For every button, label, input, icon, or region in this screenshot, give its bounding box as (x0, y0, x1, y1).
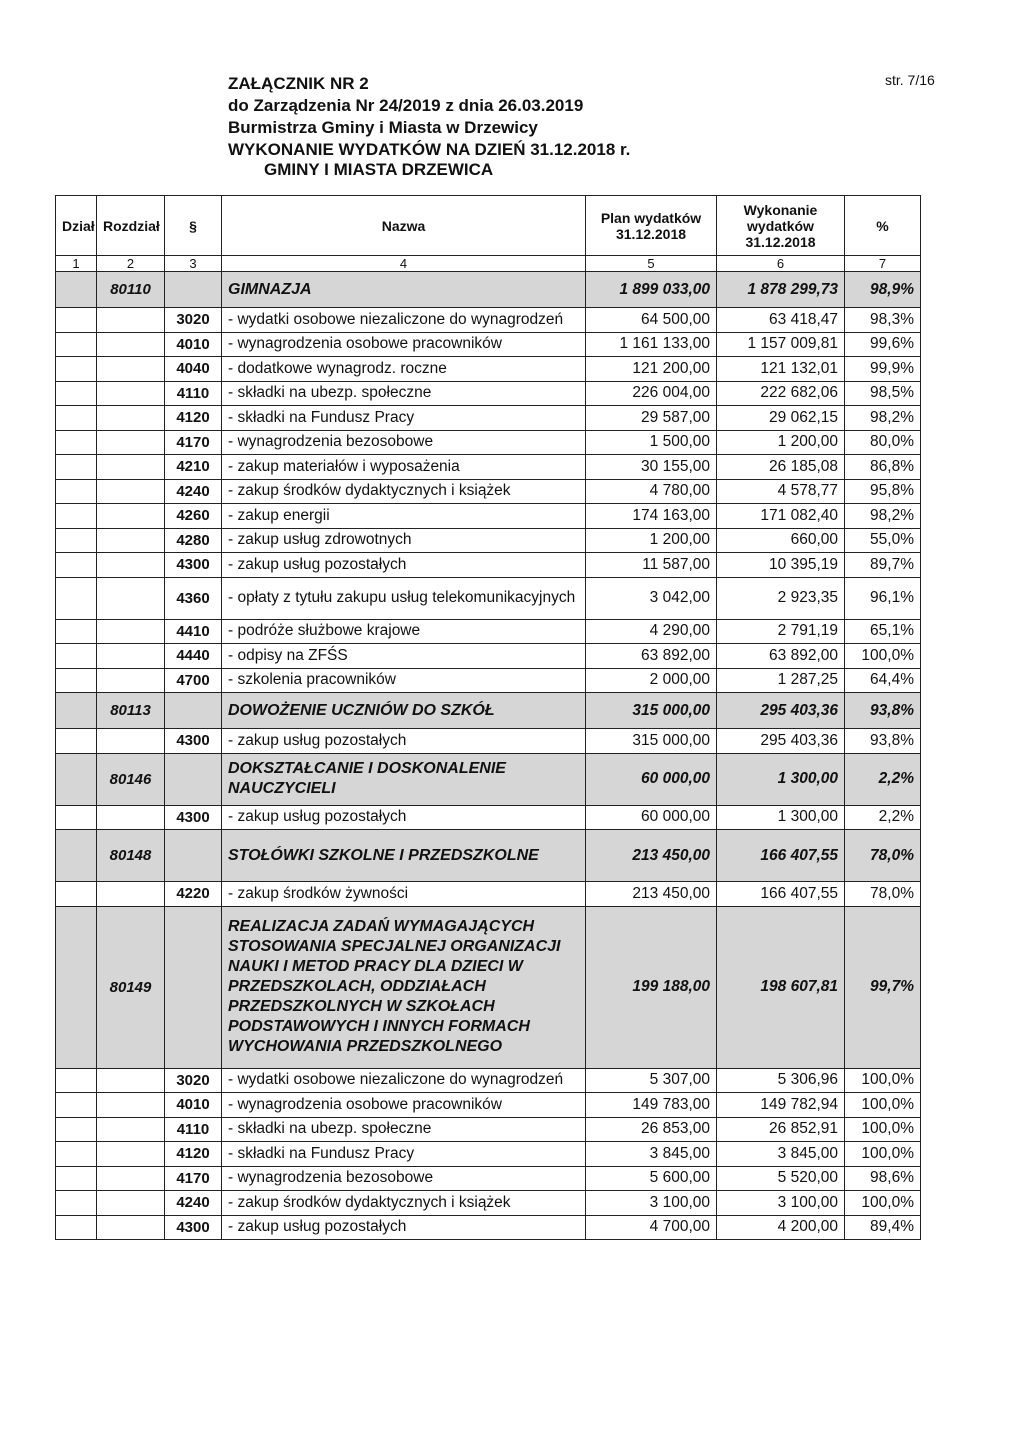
paragraph-code: 3020 (165, 308, 222, 333)
row-percent: 89,4% (845, 1215, 921, 1240)
row-name: - zakup usług pozostałych (222, 1215, 586, 1240)
rozdzial-cell (97, 504, 165, 529)
rozdzial-cell (97, 1215, 165, 1240)
table-row (56, 455, 921, 480)
paragraph-code: 4010 (165, 1093, 222, 1118)
dzial-cell (56, 830, 97, 882)
row-execution: 26 185,08 (717, 455, 845, 480)
section-paragraph-cell (165, 272, 222, 308)
rozdzial-cell (97, 479, 165, 504)
table-row (56, 668, 921, 693)
table-row (56, 1068, 921, 1093)
row-percent: 99,6% (845, 332, 921, 357)
row-plan: 3 042,00 (586, 577, 717, 619)
row-name: - opłaty z tytułu zakupu usług telekomunikacyjnych (222, 577, 586, 619)
row-plan: 121 200,00 (586, 357, 717, 382)
table-row (56, 729, 921, 754)
col-header-percent: % (845, 196, 921, 256)
row-percent: 98,2% (845, 406, 921, 431)
page-number: str. 7/16 (885, 72, 935, 88)
row-plan: 1 200,00 (586, 528, 717, 553)
row-name: - składki na Fundusz Pracy (222, 1142, 586, 1167)
row-plan: 11 587,00 (586, 553, 717, 578)
table-row (56, 504, 921, 529)
table-header-row (56, 196, 921, 256)
col-number: 6 (717, 256, 845, 272)
municipality-name: GMINY I MIASTA DRZEWICA (264, 160, 494, 179)
row-percent: 100,0% (845, 1191, 921, 1216)
row-name: - zakup usług pozostałych (222, 553, 586, 578)
paragraph-code: 4120 (165, 1142, 222, 1167)
rozdzial-cell (97, 644, 165, 669)
dzial-cell (56, 1117, 97, 1142)
table-row (56, 430, 921, 455)
col-header-plan: Plan wydatków 31.12.2018 (586, 196, 717, 256)
row-plan: 29 587,00 (586, 406, 717, 431)
rozdzial-cell (97, 577, 165, 619)
rozdzial-cell (97, 430, 165, 455)
rozdzial-cell (97, 619, 165, 644)
row-name: - składki na ubezp. społeczne (222, 381, 586, 406)
table-row (56, 619, 921, 644)
row-execution: 1 157 009,81 (717, 332, 845, 357)
section-plan: 60 000,00 (586, 753, 717, 805)
row-execution: 63 892,00 (717, 644, 845, 669)
col-number: 5 (586, 256, 717, 272)
rozdzial-cell (97, 1191, 165, 1216)
section-row (56, 272, 921, 308)
section-paragraph-cell (165, 830, 222, 882)
row-plan: 226 004,00 (586, 381, 717, 406)
row-name: - wynagrodzenia osobowe pracowników (222, 1093, 586, 1118)
col-number: 7 (845, 256, 921, 272)
section-percent: 78,0% (845, 830, 921, 882)
table-row (56, 1117, 921, 1142)
paragraph-code: 4040 (165, 357, 222, 382)
paragraph-code: 3020 (165, 1068, 222, 1093)
table-row (56, 1215, 921, 1240)
section-name: GIMNAZJA (222, 272, 586, 308)
dzial-cell (56, 1215, 97, 1240)
row-execution: 1 200,00 (717, 430, 845, 455)
row-plan: 30 155,00 (586, 455, 717, 480)
rozdzial-cell (97, 1142, 165, 1167)
row-execution: 295 403,36 (717, 729, 845, 754)
section-percent: 99,7% (845, 906, 921, 1068)
section-name: DOKSZTAŁCANIE I DOSKONALENIE NAUCZYCIELI (222, 753, 586, 805)
rozdzial-cell (97, 1166, 165, 1191)
section-percent: 2,2% (845, 753, 921, 805)
section-plan: 315 000,00 (586, 693, 717, 729)
dzial-cell (56, 906, 97, 1068)
row-execution: 2 791,19 (717, 619, 845, 644)
row-percent: 100,0% (845, 1093, 921, 1118)
rozdzial-code: 80146 (97, 753, 165, 805)
row-name: - dodatkowe wynagrodz. roczne (222, 357, 586, 382)
row-name: - składki na Fundusz Pracy (222, 406, 586, 431)
row-name: - wydatki osobowe niezaliczone do wynagrodzeń (222, 1068, 586, 1093)
paragraph-code: 4240 (165, 479, 222, 504)
row-execution: 121 132,01 (717, 357, 845, 382)
paragraph-code: 4280 (165, 528, 222, 553)
paragraph-code: 4170 (165, 1166, 222, 1191)
section-plan: 213 450,00 (586, 830, 717, 882)
dzial-cell (56, 479, 97, 504)
row-percent: 89,7% (845, 553, 921, 578)
row-execution: 171 082,40 (717, 504, 845, 529)
rozdzial-code: 80113 (97, 693, 165, 729)
paragraph-code: 4210 (165, 455, 222, 480)
row-percent: 80,0% (845, 430, 921, 455)
rozdzial-cell (97, 882, 165, 907)
section-row (56, 693, 921, 729)
row-name: - zakup usług zdrowotnych (222, 528, 586, 553)
row-execution: 1 300,00 (717, 805, 845, 830)
table-row (56, 805, 921, 830)
dzial-cell (56, 430, 97, 455)
col-number: 3 (165, 256, 222, 272)
row-name: - zakup materiałów i wyposażenia (222, 455, 586, 480)
attachment-title: ZAŁĄCZNIK NR 2 (228, 74, 369, 93)
row-plan: 149 783,00 (586, 1093, 717, 1118)
row-execution: 4 200,00 (717, 1215, 845, 1240)
rozdzial-cell (97, 406, 165, 431)
rozdzial-cell (97, 455, 165, 480)
row-name: - odpisy na ZFŚS (222, 644, 586, 669)
col-header-wykonanie: Wykonanie wydatków 31.12.2018 (717, 196, 845, 256)
rozdzial-cell (97, 332, 165, 357)
row-name: - wynagrodzenia bezosobowe (222, 1166, 586, 1191)
rozdzial-cell (97, 308, 165, 333)
row-name: - składki na ubezp. społeczne (222, 1117, 586, 1142)
table-row (56, 1142, 921, 1167)
dzial-cell (56, 381, 97, 406)
paragraph-code: 4300 (165, 553, 222, 578)
row-plan: 5 600,00 (586, 1166, 717, 1191)
col-header-dzial: Dział (56, 196, 97, 256)
column-numbers-row (56, 256, 921, 272)
report-title: WYKONANIE WYDATKÓW NA DZIEŃ 31.12.2018 r. (228, 140, 631, 159)
row-name: - wynagrodzenia osobowe pracowników (222, 332, 586, 357)
row-name: - zakup usług pozostałych (222, 729, 586, 754)
row-percent: 98,2% (845, 504, 921, 529)
row-percent: 98,5% (845, 381, 921, 406)
section-execution: 1 300,00 (717, 753, 845, 805)
row-plan: 2 000,00 (586, 668, 717, 693)
rozdzial-code: 80148 (97, 830, 165, 882)
row-execution: 10 395,19 (717, 553, 845, 578)
row-execution: 5 306,96 (717, 1068, 845, 1093)
dzial-cell (56, 1142, 97, 1167)
dzial-cell (56, 528, 97, 553)
paragraph-code: 4260 (165, 504, 222, 529)
dzial-cell (56, 753, 97, 805)
rozdzial-cell (97, 1093, 165, 1118)
rozdzial-code: 80149 (97, 906, 165, 1068)
expenditure-table (55, 195, 921, 1240)
dzial-cell (56, 357, 97, 382)
dzial-cell (56, 406, 97, 431)
rozdzial-cell (97, 1068, 165, 1093)
row-plan: 5 307,00 (586, 1068, 717, 1093)
rozdzial-cell (97, 729, 165, 754)
row-execution: 660,00 (717, 528, 845, 553)
row-plan: 174 163,00 (586, 504, 717, 529)
rozdzial-cell (97, 553, 165, 578)
paragraph-code: 4170 (165, 430, 222, 455)
paragraph-code: 4360 (165, 577, 222, 619)
row-percent: 64,4% (845, 668, 921, 693)
row-plan: 4 290,00 (586, 619, 717, 644)
table-row (56, 1093, 921, 1118)
row-name: - zakup środków dydaktycznych i książek (222, 479, 586, 504)
row-plan: 4 780,00 (586, 479, 717, 504)
dzial-cell (56, 668, 97, 693)
col-number: 1 (56, 256, 97, 272)
row-name: - zakup usług pozostałych (222, 805, 586, 830)
row-percent: 100,0% (845, 1068, 921, 1093)
table-row (56, 406, 921, 431)
row-execution: 222 682,06 (717, 381, 845, 406)
col-header-nazwa: Nazwa (222, 196, 586, 256)
row-plan: 1 161 133,00 (586, 332, 717, 357)
section-paragraph-cell (165, 753, 222, 805)
dzial-cell (56, 308, 97, 333)
row-plan: 64 500,00 (586, 308, 717, 333)
table-row (56, 381, 921, 406)
row-percent: 95,8% (845, 479, 921, 504)
table-row (56, 528, 921, 553)
section-paragraph-cell (165, 693, 222, 729)
row-name: - zakup środków dydaktycznych i książek (222, 1191, 586, 1216)
row-plan: 26 853,00 (586, 1117, 717, 1142)
dzial-cell (56, 455, 97, 480)
row-execution: 63 418,47 (717, 308, 845, 333)
table-row (56, 479, 921, 504)
section-name: STOŁÓWKI SZKOLNE I PRZEDSZKOLNE (222, 830, 586, 882)
section-percent: 98,9% (845, 272, 921, 308)
section-row (56, 753, 921, 805)
col-header-rozdzial: Rozdział (97, 196, 165, 256)
paragraph-code: 4220 (165, 882, 222, 907)
table-body (56, 272, 921, 1240)
row-percent: 100,0% (845, 1117, 921, 1142)
row-percent: 65,1% (845, 619, 921, 644)
paragraph-code: 4700 (165, 668, 222, 693)
section-row (56, 830, 921, 882)
row-percent: 86,8% (845, 455, 921, 480)
paragraph-code: 4410 (165, 619, 222, 644)
dzial-cell (56, 882, 97, 907)
row-name: - szkolenia pracowników (222, 668, 586, 693)
table-row (56, 1191, 921, 1216)
section-execution: 166 407,55 (717, 830, 845, 882)
dzial-cell (56, 1093, 97, 1118)
row-percent: 98,3% (845, 308, 921, 333)
section-name: DOWOŻENIE UCZNIÓW DO SZKÓŁ (222, 693, 586, 729)
row-execution: 29 062,15 (717, 406, 845, 431)
section-paragraph-cell (165, 906, 222, 1068)
row-percent: 100,0% (845, 644, 921, 669)
dzial-cell (56, 553, 97, 578)
rozdzial-cell (97, 357, 165, 382)
col-header-paragraph: § (165, 196, 222, 256)
table-row (56, 577, 921, 619)
row-plan: 3 100,00 (586, 1191, 717, 1216)
issuer-line: Burmistrza Gminy i Miasta w Drzewicy (228, 118, 538, 137)
row-execution: 3 100,00 (717, 1191, 845, 1216)
row-execution: 26 852,91 (717, 1117, 845, 1142)
section-execution: 1 878 299,73 (717, 272, 845, 308)
row-percent: 100,0% (845, 1142, 921, 1167)
paragraph-code: 4300 (165, 805, 222, 830)
dzial-cell (56, 332, 97, 357)
dzial-cell (56, 272, 97, 308)
row-plan: 60 000,00 (586, 805, 717, 830)
paragraph-code: 4240 (165, 1191, 222, 1216)
row-name: - zakup środków żywności (222, 882, 586, 907)
dzial-cell (56, 504, 97, 529)
section-execution: 295 403,36 (717, 693, 845, 729)
table-row (56, 332, 921, 357)
dzial-cell (56, 619, 97, 644)
dzial-cell (56, 1166, 97, 1191)
section-plan: 1 899 033,00 (586, 272, 717, 308)
dzial-cell (56, 693, 97, 729)
paragraph-code: 4110 (165, 381, 222, 406)
dzial-cell (56, 1068, 97, 1093)
decree-reference: do Zarządzenia Nr 24/2019 z dnia 26.03.2019 (228, 96, 584, 115)
section-percent: 93,8% (845, 693, 921, 729)
row-percent: 2,2% (845, 805, 921, 830)
rozdzial-code: 80110 (97, 272, 165, 308)
section-plan: 199 188,00 (586, 906, 717, 1068)
rozdzial-cell (97, 668, 165, 693)
row-name: - zakup energii (222, 504, 586, 529)
section-name: REALIZACJA ZADAŃ WYMAGAJĄCYCH STOSOWANIA SPECJALNEJ ORGANIZACJI NAUKI I METOD PRACY DLA DZIECI W PRZEDSZKOLACH, ODDZIAŁACH PRZEDSZKOLNYCH W SZKOŁACH PODSTAWOWYCH I INNYCH FORMACH WYCHOWANIA PRZEDSZKOLNEGO (222, 906, 586, 1068)
section-row (56, 906, 921, 1068)
rozdzial-cell (97, 1117, 165, 1142)
row-percent: 78,0% (845, 882, 921, 907)
row-percent: 55,0% (845, 528, 921, 553)
row-plan: 63 892,00 (586, 644, 717, 669)
row-name: - wydatki osobowe niezaliczone do wynagrodzeń (222, 308, 586, 333)
paragraph-code: 4120 (165, 406, 222, 431)
paragraph-code: 4010 (165, 332, 222, 357)
dzial-cell (56, 805, 97, 830)
table-row (56, 357, 921, 382)
dzial-cell (56, 1191, 97, 1216)
row-name: - podróże służbowe krajowe (222, 619, 586, 644)
row-execution: 2 923,35 (717, 577, 845, 619)
row-execution: 5 520,00 (717, 1166, 845, 1191)
rozdzial-cell (97, 805, 165, 830)
row-execution: 4 578,77 (717, 479, 845, 504)
col-number: 2 (97, 256, 165, 272)
row-plan: 315 000,00 (586, 729, 717, 754)
section-execution: 198 607,81 (717, 906, 845, 1068)
rozdzial-cell (97, 528, 165, 553)
paragraph-code: 4300 (165, 1215, 222, 1240)
table-row (56, 553, 921, 578)
table-row (56, 1166, 921, 1191)
row-execution: 3 845,00 (717, 1142, 845, 1167)
table-row (56, 308, 921, 333)
row-name: - wynagrodzenia bezosobowe (222, 430, 586, 455)
col-number: 4 (222, 256, 586, 272)
row-execution: 166 407,55 (717, 882, 845, 907)
row-plan: 213 450,00 (586, 882, 717, 907)
row-execution: 1 287,25 (717, 668, 845, 693)
dzial-cell (56, 577, 97, 619)
rozdzial-cell (97, 381, 165, 406)
row-percent: 93,8% (845, 729, 921, 754)
row-percent: 98,6% (845, 1166, 921, 1191)
row-plan: 3 845,00 (586, 1142, 717, 1167)
row-plan: 1 500,00 (586, 430, 717, 455)
row-percent: 96,1% (845, 577, 921, 619)
dzial-cell (56, 729, 97, 754)
table-row (56, 882, 921, 907)
row-plan: 4 700,00 (586, 1215, 717, 1240)
dzial-cell (56, 644, 97, 669)
row-percent: 99,9% (845, 357, 921, 382)
paragraph-code: 4110 (165, 1117, 222, 1142)
table-row (56, 644, 921, 669)
row-execution: 149 782,94 (717, 1093, 845, 1118)
paragraph-code: 4300 (165, 729, 222, 754)
paragraph-code: 4440 (165, 644, 222, 669)
